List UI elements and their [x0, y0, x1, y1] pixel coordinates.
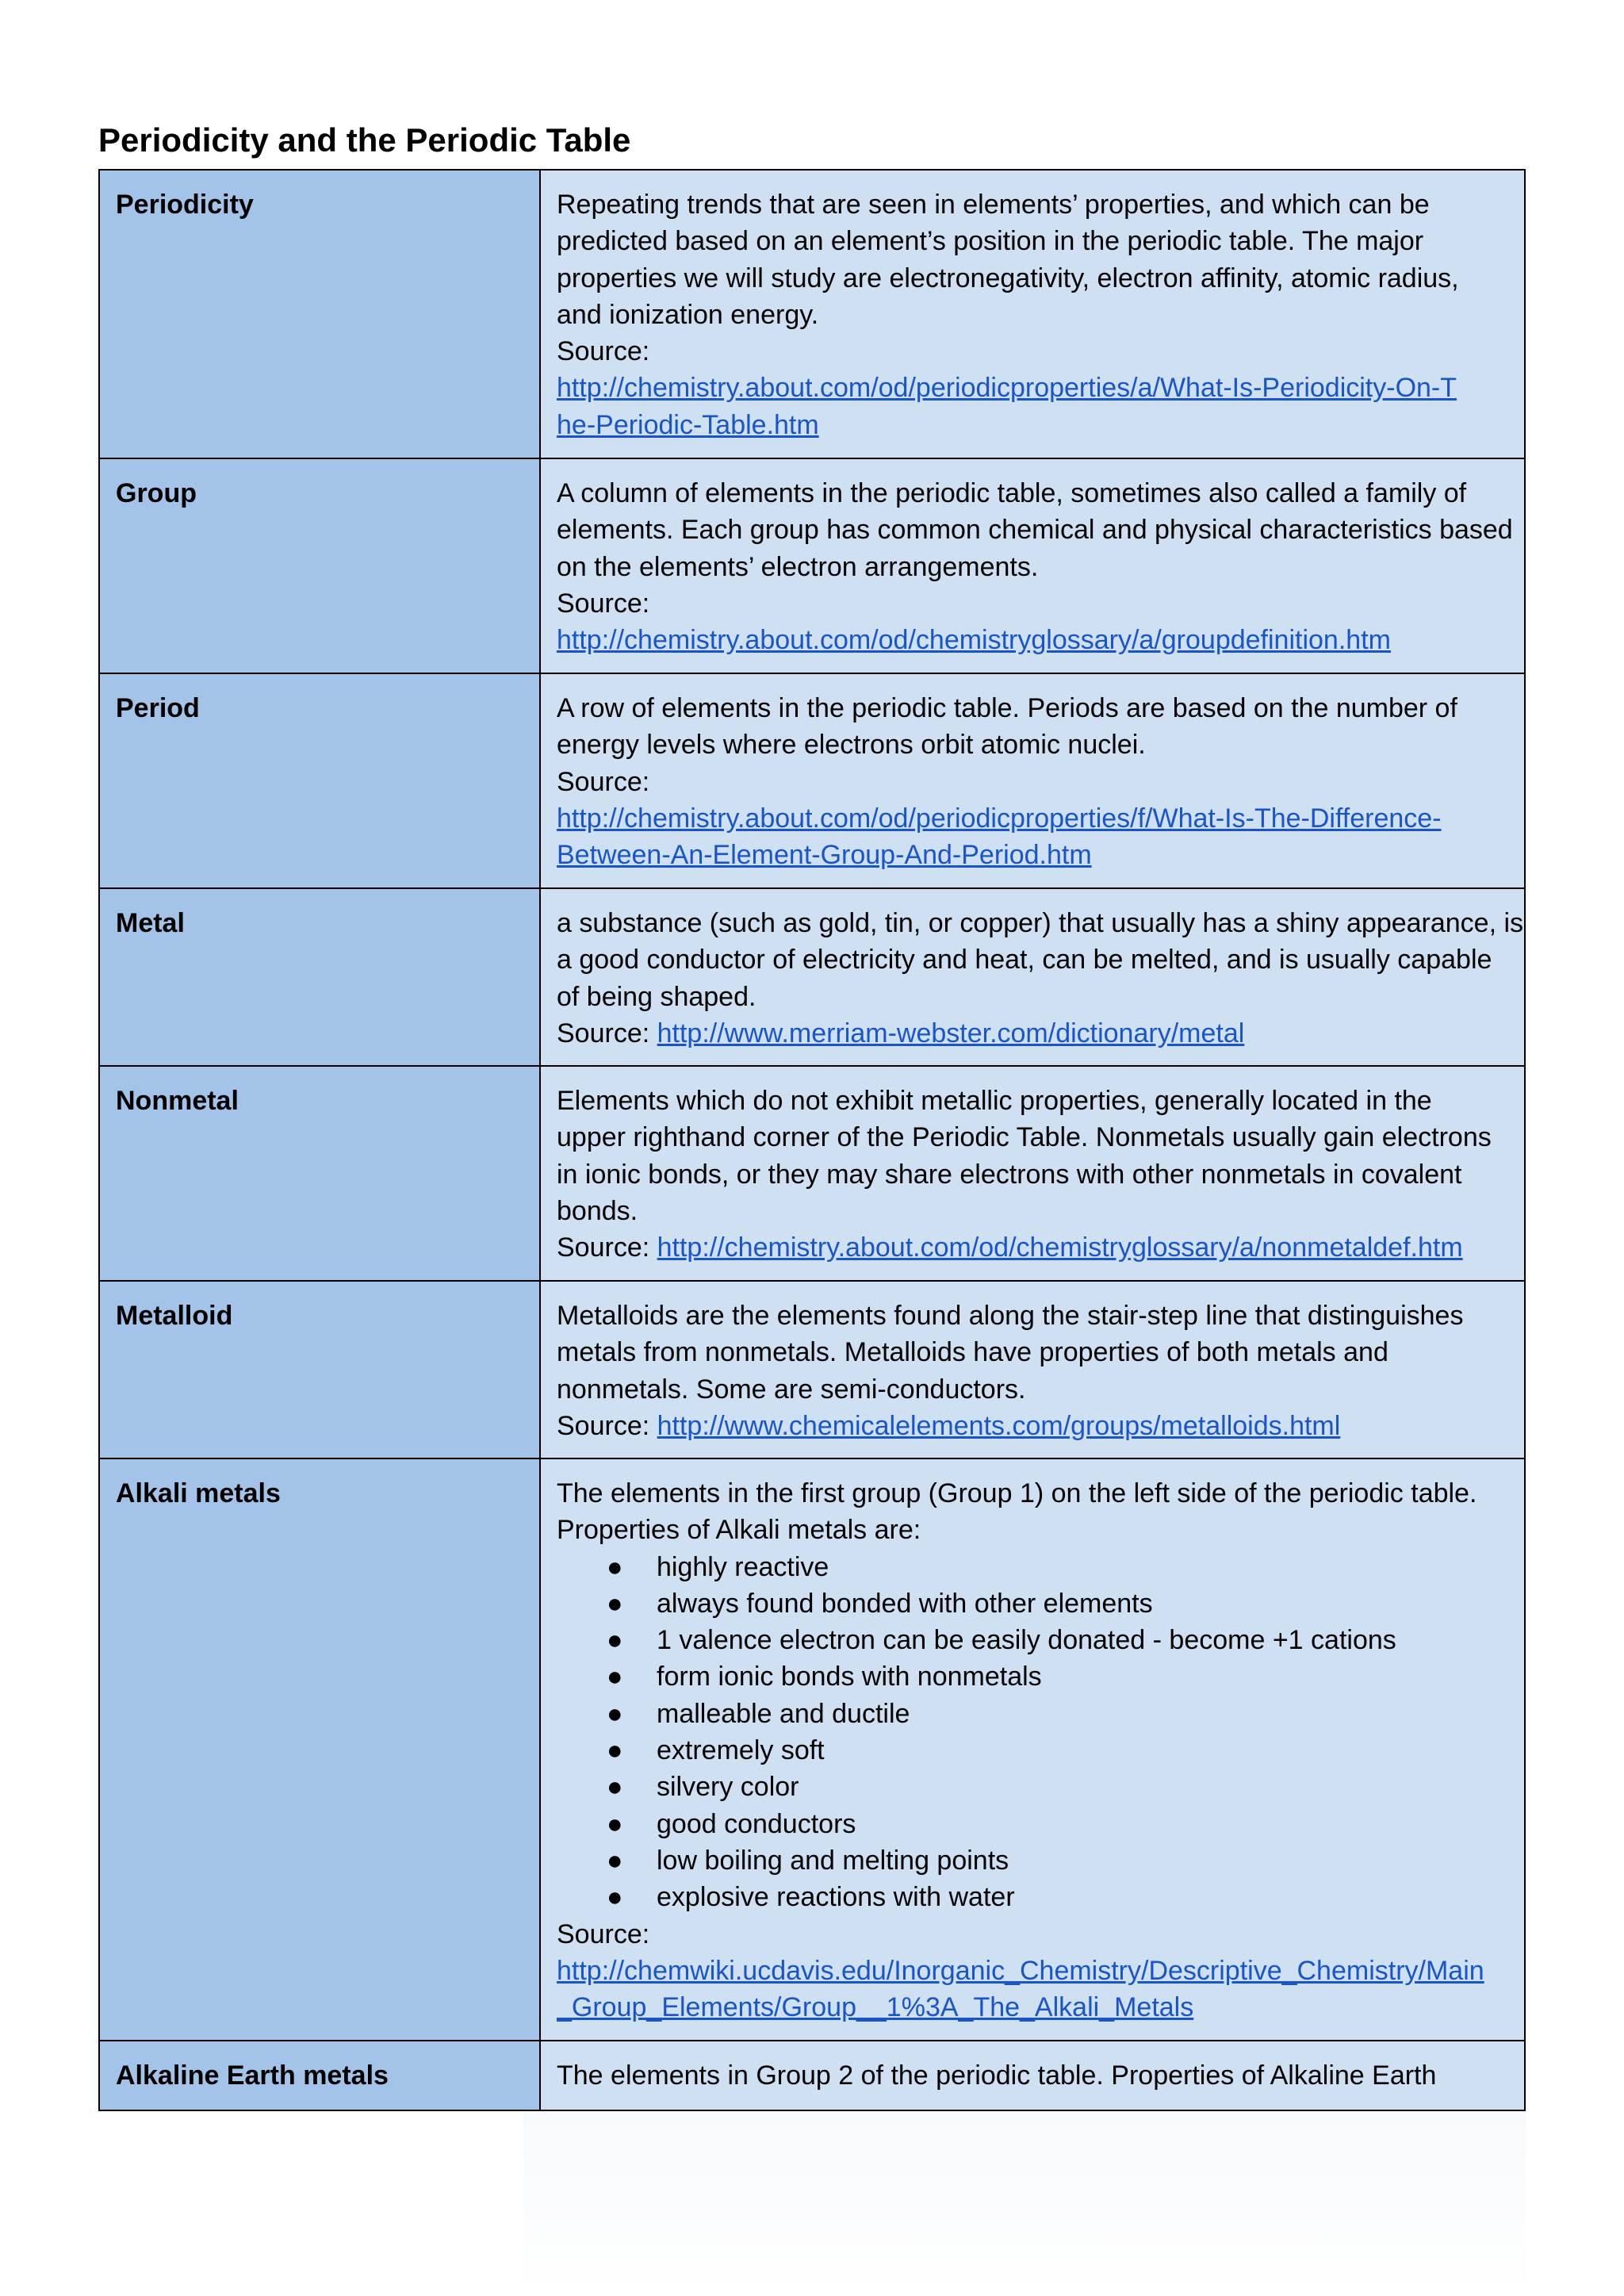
table-row [99, 2041, 1525, 2110]
list-item-text: good conductors [657, 1808, 856, 1839]
bullet-icon: ● [607, 1625, 623, 1656]
list-item-text: 1 valence electron can be easily donated - become +1 cations [657, 1625, 1396, 1656]
list-item [607, 1658, 1524, 1695]
bullet-icon: ● [607, 1588, 623, 1619]
list-item [607, 1806, 1524, 1842]
property-list [557, 1549, 1524, 1916]
list-item [607, 1879, 1524, 1915]
term-cell [99, 458, 540, 673]
source-label: Source: [557, 1410, 657, 1441]
definition-cell [540, 2041, 1525, 2110]
bullet-icon: ● [607, 1698, 623, 1729]
definition-line: Elements which do not exhibit metallic properties, generally located in the [557, 1086, 1432, 1116]
bullet-icon: ● [607, 1662, 623, 1692]
term-label: Nonmetal [116, 1086, 239, 1116]
source-label: Source: [557, 1018, 657, 1048]
source-label: Source: [557, 1918, 650, 1949]
definition-cell [540, 673, 1525, 888]
term-label: Group [116, 478, 197, 508]
term-label: Period [116, 693, 200, 723]
source-link[interactable]: he-Periodic-Table.htm [557, 409, 819, 440]
term-cell [99, 673, 540, 888]
definitions-table [98, 169, 1526, 2111]
list-item-text: malleable and ductile [657, 1698, 910, 1729]
term-label: Periodicity [116, 190, 254, 220]
definition-cell [540, 458, 1525, 673]
definition-cell [540, 1281, 1525, 1458]
list-item [607, 1769, 1524, 1805]
list-item [607, 1842, 1524, 1879]
bullet-icon: ● [607, 1551, 623, 1582]
bullet-icon: ● [607, 1882, 623, 1913]
source-line [557, 1229, 1524, 1266]
source-link[interactable]: http://www.merriam-webster.com/dictionary/metal [657, 1018, 1245, 1048]
list-item [607, 1696, 1524, 1732]
source-link[interactable]: http://chemistry.about.com/od/chemistryglossary/a/groupdefinition.htm [557, 625, 1391, 656]
list-item [607, 1585, 1524, 1622]
term-cell [99, 1066, 540, 1281]
term-label: Alkali metals [116, 1478, 281, 1508]
source-link[interactable]: http://www.chemicalelements.com/groups/metalloids.html [657, 1410, 1341, 1441]
definition-line: a substance (such as gold, tin, or copper) that usually has a shiny appearance, is [557, 908, 1524, 938]
table-row [99, 458, 1525, 673]
source-link[interactable]: http://chemistry.about.com/od/periodicproperties/f/What-Is-The-Difference- [557, 803, 1442, 834]
page-bottom-shade [523, 2111, 1526, 2296]
definition-line: in ionic bonds, or they may share electrons with other nonmetals in covalent [557, 1159, 1462, 1190]
list-item-text: silvery color [657, 1772, 799, 1803]
table-row [99, 170, 1525, 458]
list-item [607, 1622, 1524, 1658]
term-cell [99, 888, 540, 1066]
definition-line: nonmetals. Some are semi-conductors. [557, 1374, 1026, 1405]
definition-cell [540, 1066, 1525, 1281]
definition-line: A row of elements in the periodic table. Periods are based on the number of [557, 693, 1457, 723]
definition-line: on the elements’ electron arrangements. [557, 551, 1039, 582]
definition-line: A column of elements in the periodic table, sometimes also called a family of [557, 478, 1467, 508]
page-title: Periodicity and the Periodic Table [98, 121, 631, 159]
definition-line: bonds. [557, 1195, 638, 1226]
definition-cell [540, 888, 1525, 1066]
definition-cell [540, 1458, 1525, 2041]
source-line [557, 1408, 1524, 1444]
list-item [607, 1549, 1524, 1585]
bullet-icon: ● [607, 1735, 623, 1766]
definition-line: elements. Each group has common chemical and physical characteristics based [557, 515, 1513, 546]
source-link[interactable]: http://chemwiki.ucdavis.edu/Inorganic_Chemistry/Descriptive_Chemistry/Main [557, 1955, 1484, 1986]
list-item [607, 1732, 1524, 1769]
term-label: Alkaline Earth metals [116, 2060, 389, 2091]
term-cell [99, 1281, 540, 1458]
source-label: Source: [557, 766, 650, 797]
term-cell [99, 170, 540, 458]
bullet-icon: ● [607, 1808, 623, 1839]
table-row [99, 1458, 1525, 2041]
definition-line: energy levels where electrons orbit atomic nuclei. [557, 730, 1146, 761]
source-link[interactable]: _Group_Elements/Group__1%3A_The_Alkali_Metals [557, 1992, 1194, 2023]
term-cell [99, 1458, 540, 2041]
source-label: Source: [557, 588, 650, 619]
source-label: Source: [557, 1232, 657, 1263]
list-item-text: extremely soft [657, 1735, 825, 1766]
bullet-icon: ● [607, 1845, 623, 1876]
definition-line: The elements in the first group (Group 1) on the left side of the periodic table. [557, 1478, 1477, 1508]
table-row [99, 673, 1525, 888]
list-item-text: highly reactive [657, 1551, 829, 1582]
definition-line: a good conductor of electricity and heat, can be melted, and is usually capable [557, 945, 1492, 976]
definition-line: properties we will study are electronegativity, electron affinity, atomic radius, [557, 263, 1459, 293]
table-row [99, 1281, 1525, 1458]
source-link[interactable]: Between-An-Element-Group-And-Period.htm [557, 840, 1092, 871]
definition-line: Repeating trends that are seen in elements’ properties, and which can be [557, 190, 1430, 220]
definition-line: upper righthand corner of the Periodic Table. Nonmetals usually gain electrons [557, 1122, 1492, 1153]
list-item-text: form ionic bonds with nonmetals [657, 1662, 1042, 1692]
definition-line: and ionization energy. [557, 299, 819, 330]
definition-line: The elements in Group 2 of the periodic table. Properties of Alkaline Earth [557, 2060, 1437, 2091]
definition-line: Properties of Alkali metals are: [557, 1515, 921, 1546]
source-link[interactable]: http://chemistry.about.com/od/periodicproperties/a/What-Is-Periodicity-On-T [557, 373, 1457, 404]
source-label: Source: [557, 336, 650, 367]
bullet-icon: ● [607, 1772, 623, 1803]
definition-line: predicted based on an element’s position in the periodic table. The major [557, 226, 1424, 257]
term-cell [99, 2041, 540, 2110]
list-item-text: explosive reactions with water [657, 1882, 1015, 1913]
definition-line: metals from nonmetals. Metalloids have properties of both metals and [557, 1337, 1388, 1368]
table-row [99, 1066, 1525, 1281]
term-label: Metalloid [116, 1301, 233, 1331]
term-label: Metal [116, 908, 185, 938]
source-link[interactable]: http://chemistry.about.com/od/chemistryglossary/a/nonmetaldef.htm [657, 1232, 1463, 1263]
list-item-text: always found bonded with other elements [657, 1588, 1153, 1619]
definition-cell [540, 170, 1525, 458]
source-line [557, 1015, 1524, 1052]
table-row [99, 888, 1525, 1066]
definition-line: of being shaped. [557, 981, 756, 1012]
definition-line: Metalloids are the elements found along the stair-step line that distinguishes [557, 1301, 1464, 1331]
list-item-text: low boiling and melting points [657, 1845, 1009, 1876]
